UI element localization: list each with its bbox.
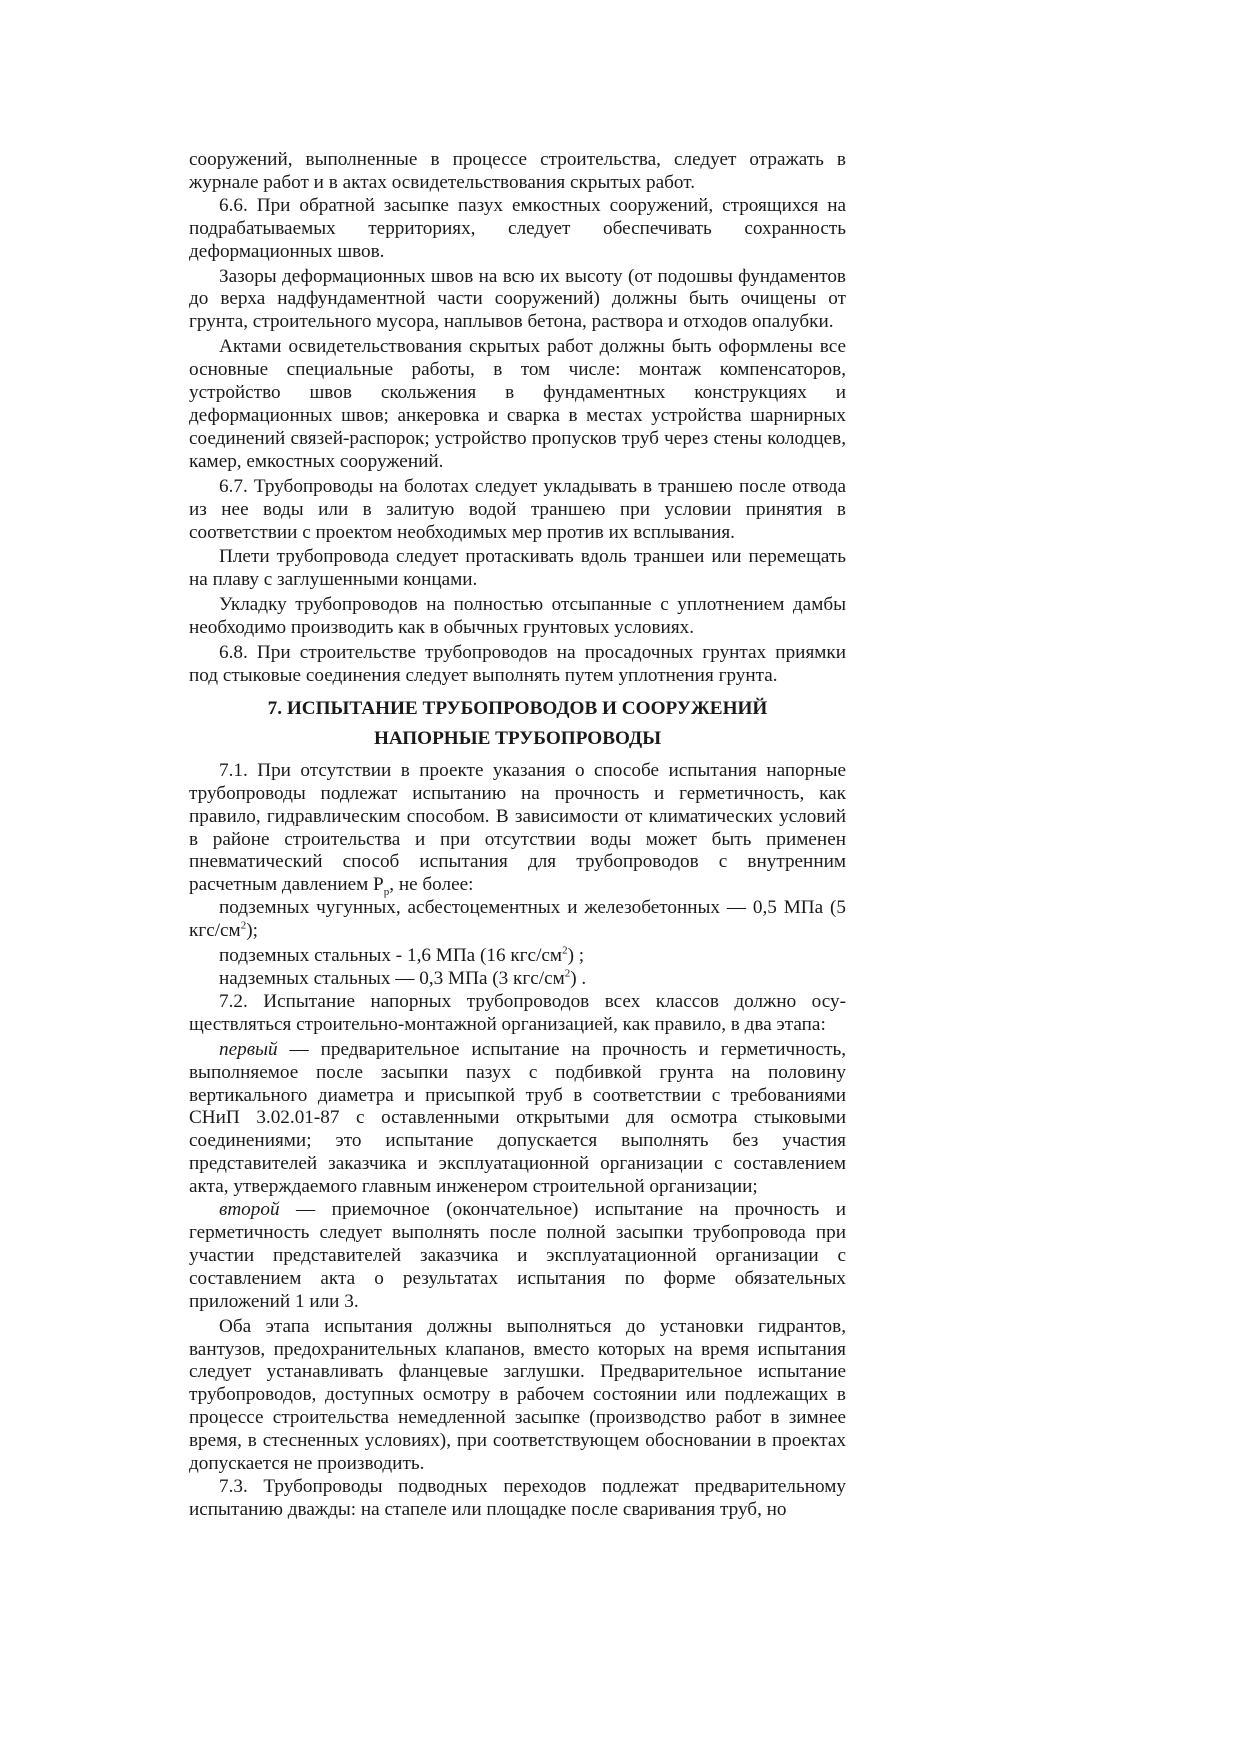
pressure-subscript: р: [383, 886, 390, 899]
second-stage-text: — приемочное (окончательное) испытание на прочность и герметичность следует выполнять после полной засыпки трубопровода при участии представителей заказчика и эксплуатационной организации с составлением акта о результатах испытания по форме обязательных приложений 1 или 3.: [189, 1199, 846, 1312]
paragraph-first-stage: [189, 1039, 846, 1199]
paragraph-gaps: Зазоры деформационных швов на всю их высоту (от подошвы фундаментов до верха надфундаментной части сооружений) должны быть очищены от грунта, строительного мусора, наплывов бетона, раствора и отходов опалубки.: [189, 265, 846, 333]
paragraph-pleti: Плети трубопровода следует протаскивать вдоль траншеи или перемещать на плаву с заглушенными концами.: [189, 546, 846, 591]
list-item-cast-iron-text: подземных чугунных, асбестоцементных и железобетонных — 0,5 МПа (5 кгс/см: [189, 897, 846, 942]
paragraph-7-3: 7.3. Трубопроводы подводных переходов подлежат предварительному испытанию дважды: на стапеле или площадке после сваривания труб, но: [189, 1475, 846, 1520]
list-item-steel-aboveground: [189, 968, 846, 991]
list-item-steel-aboveground-end: ) .: [570, 968, 587, 989]
list-item-steel-underground-text: подземных стальных - 1,6 МПа (16 кгс/см: [219, 945, 563, 967]
list-item-steel-underground: [189, 945, 846, 968]
paragraph-6-6: 6.6. При обратной засыпке пазух емкостных сооружений, строящихся на подрабатываемых территориях, следует обеспечивать сохранность деформационных швов.: [189, 194, 846, 262]
paragraph-6-7: 6.7. Трубопроводы на болотах следует укладывать в траншею после отвода из нее воды или в залитую водой траншею при условии принятия в соответствии с проектом необходимых мер против их всплывания.: [189, 475, 846, 543]
list-item-steel-aboveground-text: надземных стальных — 0,3 МПа (3 кгс/см: [219, 968, 565, 989]
paragraph-intro: сооружений, выполненные в процессе строительства, следует отражать в журнале работ и в актах освидетельствования скрытых работ.: [189, 149, 846, 193]
unit-superscript: 2: [240, 919, 247, 932]
unit-superscript: 2: [564, 967, 571, 980]
paragraph-second-stage: [189, 1199, 846, 1314]
paragraph-7-1-end: , не более:: [389, 874, 474, 896]
paragraph-7-1-text: 7.1. При отсутствии в проекте указания о способе испытания напорные трубопроводы подлежат испытанию на прочность и герметичность, как правило, гидравлическим способом. В зависимости от климатических условий в районе строительства и при отсутствии воды может быть применен пневматический способ испытания для трубопроводов с внутренним расчетным давлением P: [189, 759, 846, 896]
list-item-steel-underground-end: ) ;: [567, 945, 585, 967]
first-stage-text: — предварительное испытание на прочность и герметичность, выполняемое после засыпки пазух с подбивкой грунта на половину вертикального диаметра и присыпкой труб в соответствии с требованиями СНиП 3.02.01-87 с оставленными открытыми для осмотра стыковыми соединениями; это испытание допускается выполнять без участия представителей заказчика и эксплуатационной организации с составлением акта, утверждаемого главным инженером строительной организации;: [189, 1038, 846, 1198]
section-heading: 7. ИСПЫТАНИЕ ТРУБОПРОВОДОВ И СООРУЖЕНИЙ: [267, 697, 768, 719]
paragraph-7-1: [189, 760, 846, 897]
subsection-heading: НАПОРНЫЕ ТРУБОПРОВОДЫ: [373, 727, 662, 749]
paragraph-6-8: 6.8. При строительстве трубопроводов на просадочных грунтах приямки под стыковые соединения следует выполнять путем уплотнения грунта.: [189, 642, 846, 686]
paragraph-both-stages: Оба этапа испытания должны выполняться до установки гидрантов, вантузов, предохранительных клапанов, вместо которых на время испытания следует устанавливать фланцевые заглушки. Предварительное испытание трубопроводов, доступных осмотру в рабочем состоянии или подлежащих в процессе строительства немедленной засыпке (производство работ в зимнее время, в стесненных условиях), при соответствующем обосновании в проектах допускается не производить.: [189, 1315, 846, 1475]
paragraph-acts: Актами освидетельствования скрытых работ должны быть оформлены все основные специальные работы, в том числе: монтаж компенсаторов, устройство швов скольжения в фундаментных конструкциях и деформационных швов; анкеровка и сварка в местах устройства шарнирных соединений связей-распорок; устройство пропусков труб через стены колодцев, камер, емкостных сооружений.: [189, 336, 846, 472]
list-item-cast-iron-end: );: [246, 920, 258, 942]
paragraph-7-2: 7.2. Испытание напорных трубопроводов всех классов должно осуществляться строительно-монтажной организацией, как правило, в два этапа:: [189, 990, 846, 1035]
first-stage-term: первый: [219, 1038, 278, 1060]
paragraph-ukladku: Укладку трубопроводов на полностью отсыпанные с уплотнением дамбы необходимо производить как в обычных грунтовых условиях.: [189, 594, 846, 639]
second-stage-term: второй: [219, 1199, 280, 1221]
list-item-cast-iron: [189, 897, 846, 943]
unit-superscript: 2: [562, 944, 568, 957]
document-page: [189, 149, 846, 1522]
